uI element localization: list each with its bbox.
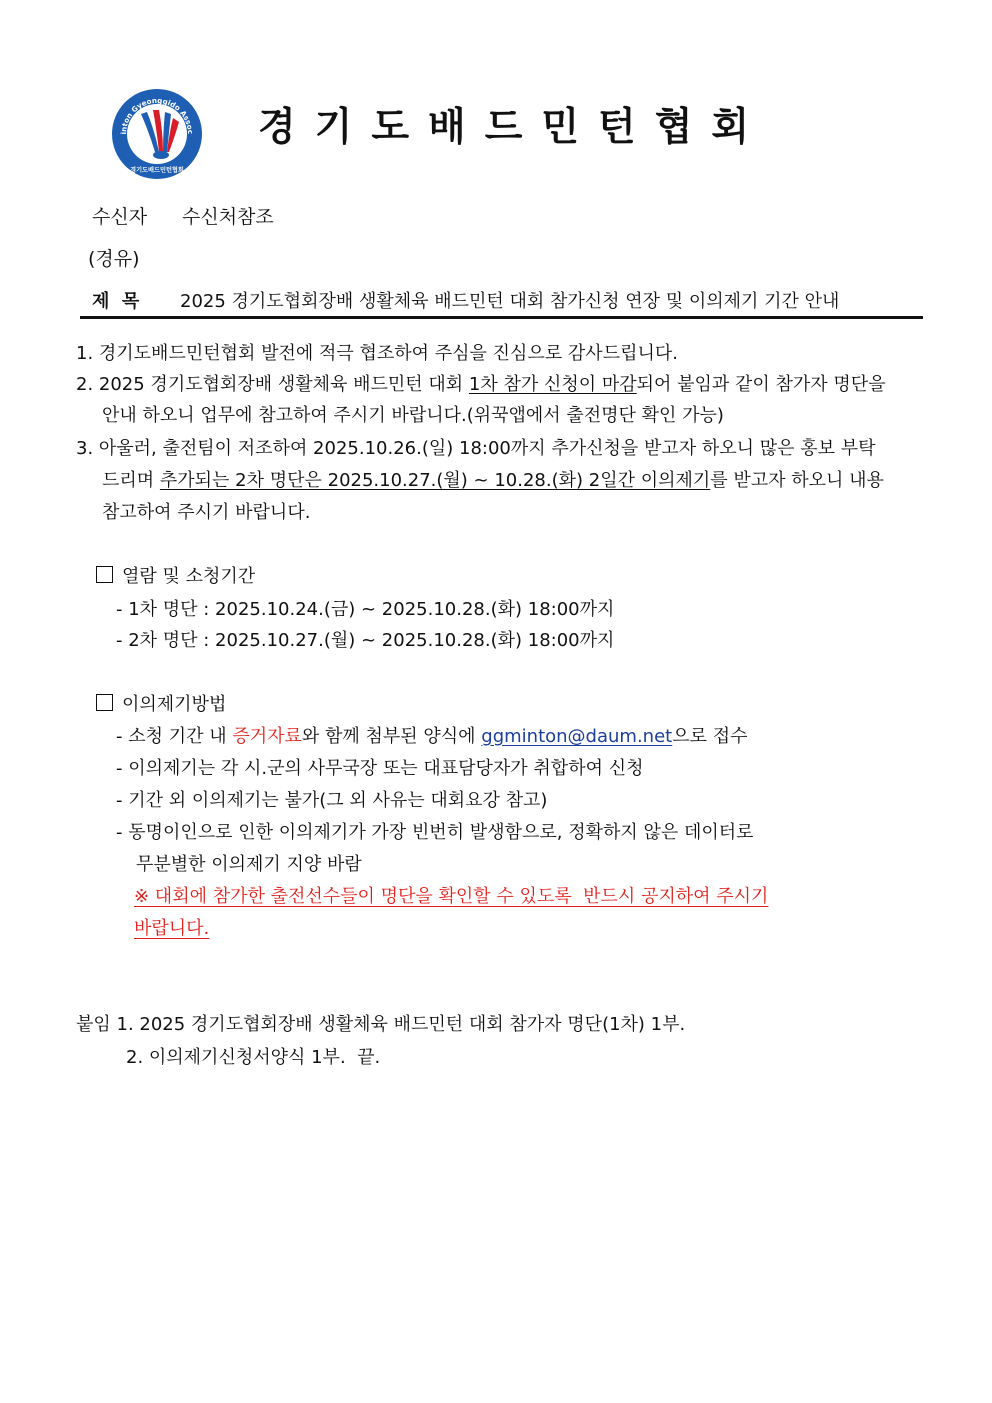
organization-title: 경기도배드민턴협회 [258,105,769,150]
recipient-value: 수신처참조 [182,206,274,228]
section-2-item-4: - 동명이인으로 인한 이의제기가 가장 빈번히 발생함으로, 정확하지 않은 데이터로 [116,822,754,843]
section-2-item-3: - 기간 외 이의제기는 불가(그 외 사유는 대회요강 참고) [116,790,548,811]
checkbox-square-icon [96,566,113,583]
section-2-item-2: - 이의제기는 각 시.군의 사무국장 또는 대표담당자가 취합하여 신청 [116,758,644,779]
item-1-text-end: 으로 접수 [672,726,748,747]
paragraph-2-text-end: 되어 붙임과 같이 참가자 명단을 [636,374,886,395]
subject-divider [80,316,923,319]
section-1-heading-text: 열람 및 소청기간 [122,566,256,587]
section-2-heading [96,690,226,716]
checkbox-square-icon [96,694,113,711]
evidence-highlight: 증거자료 [232,726,302,747]
logo-ring-text: inton Gyeonggido Assoc [118,95,196,135]
paragraph-3-line-3: 참고하여 주시기 바랍니다. [102,502,311,523]
section-2-heading-text: 이의제기방법 [122,694,227,715]
attachment-line-1: 붙임 1. 2025 경기도협회장배 생활체육 배드민턴 대회 참가자 명단(1차) 1부. [76,1014,686,1035]
notice-line-1: ※ 대회에 참가한 출전선수들이 명단을 확인할 수 있도록 반드시 공지하여 주시기 [134,886,769,907]
section-2-item-4-continued: 무분별한 이의제기 지양 바람 [136,854,362,875]
section-1-item-1: - 1차 명단 : 2025.10.24.(금) ~ 2025.10.28.(화) 18:00까지 [116,599,615,620]
paragraph-2-line-2: 안내 하오니 업무에 참고하여 주시기 바랍니다.(위꾹앱에서 출전명단 확인 가능) [102,405,724,426]
via-label: (경유) [88,248,140,270]
section-2-item-1 [116,722,748,748]
paragraph-3-line-1: 3. 아울러, 출전팀이 저조하여 2025.10.26.(일) 18:00까지 추가신청을 받고자 하오니 많은 홍보 부탁 [76,438,876,459]
subject-value: 2025 경기도협회장배 생활체육 배드민턴 대회 참가신청 연장 및 이의제기 기간 안내 [180,291,840,312]
paragraph-2-underlined: 1차 참가 신청이 마감 [468,374,637,395]
paragraph-3-underlined: 추가되는 2차 명단은 2025.10.27.(월) ~ 10.28.(화) 2일간 이의제기 [159,470,711,491]
item-1-text-mid: 와 함께 첨부된 양식에 [301,726,482,747]
logo-bottom-text: 경기도배드민턴협회 [130,167,184,174]
item-1-text: - 소청 기간 내 [116,726,233,747]
subject-label: 제 목 [92,291,140,312]
recipient-label: 수신자 [92,206,148,228]
paragraph-1: 1. 경기도배드민턴협회 발전에 적극 협조하여 주심을 진심으로 감사드립니다. [76,343,678,364]
attachment-line-2: 2. 이의제기신청서양식 1부. 끝. [126,1047,381,1068]
paragraph-2-text: 2. 2025 경기도협회장배 생활체육 배드민턴 대회 [76,374,469,395]
association-logo [111,88,203,180]
paragraph-3-text-end: 를 받고자 하오니 내용 [710,470,884,491]
paragraph-2-line-1 [76,370,886,396]
section-1-item-2: - 2차 명단 : 2025.10.27.(월) ~ 2025.10.28.(화) 18:00까지 [116,630,615,651]
section-1-heading [96,562,255,588]
paragraph-3-text: 드리며 [102,470,160,491]
paragraph-3-line-2 [102,466,884,492]
notice-line-2: 바랍니다. [134,918,210,939]
email-link[interactable]: ggminton@daum.net [481,726,673,747]
